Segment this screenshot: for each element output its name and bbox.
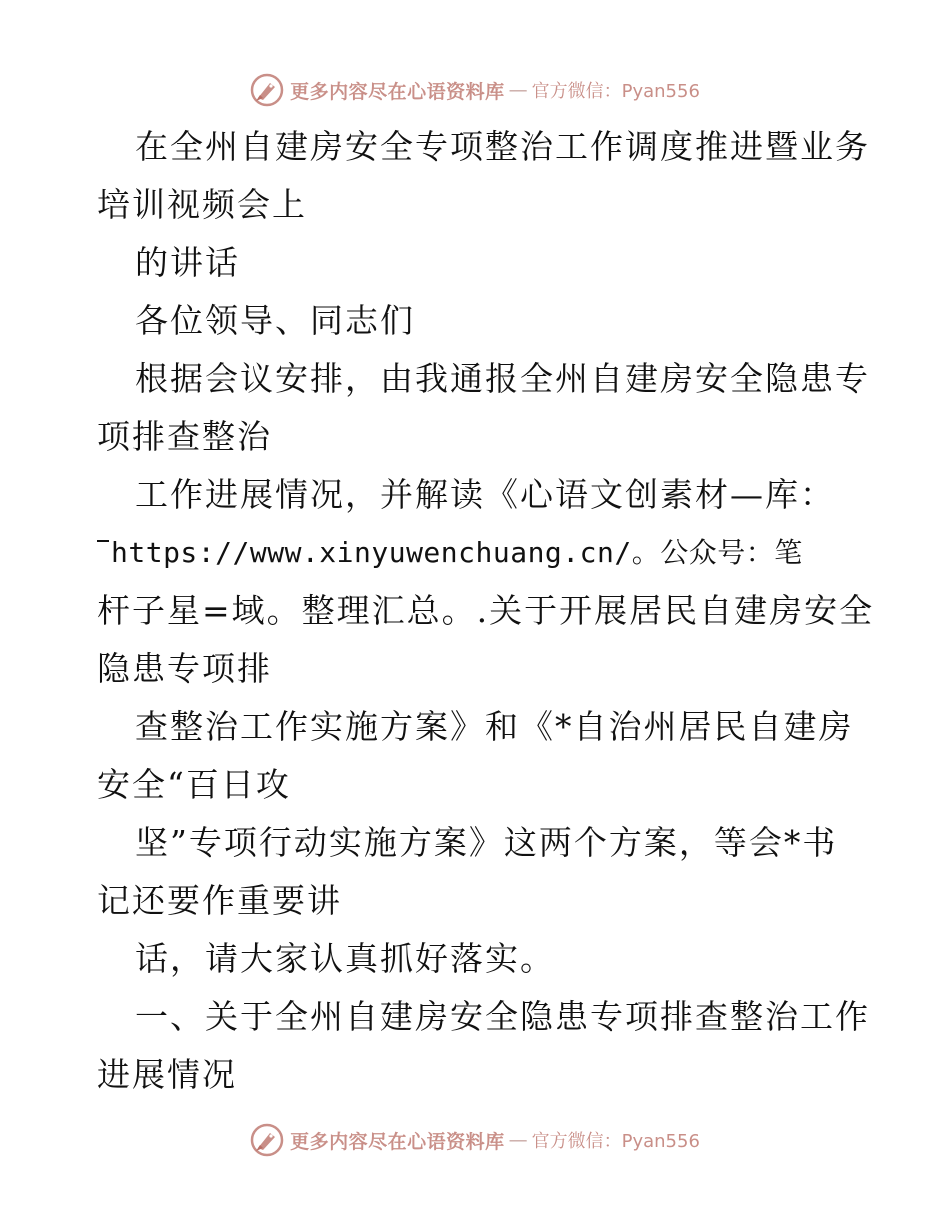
text-line: 隐患专项排 [97, 649, 272, 688]
banner-dash: — [508, 79, 528, 101]
text-line: 杆子星=域。整理汇总。.关于开展居民自建房安全 [97, 591, 875, 630]
text-line: 安全“百日攻 [97, 765, 291, 804]
text-line: 工作进展情况，并解读《心语文创素材—库： [135, 475, 835, 514]
text-line: 的讲话 [135, 243, 240, 282]
banner-wechat-text: 官方微信：Pyan556 [531, 81, 700, 102]
text-line: 坚”专项行动实施方案》这两个方案，等会*书 [135, 823, 838, 862]
document-body [97, 118, 875, 1104]
header-banner [0, 70, 950, 110]
overbar-mark [97, 540, 109, 542]
banner-main-text: 更多内容尽在心语资料库 [290, 80, 505, 103]
text-line: 各位领导、同志们 [135, 301, 415, 340]
text-line: 培训视频会上 [97, 185, 307, 224]
url-line-text: https://www.xinyuwenchuang.cn/。公众号：笔 [111, 536, 803, 569]
footer-banner [0, 1120, 950, 1160]
text-line: 记还要作重要讲 [97, 881, 342, 920]
text-line: 项排查整治 [97, 417, 272, 456]
pen-nib-logo-icon [250, 73, 284, 107]
url-line [97, 524, 867, 582]
banner-wechat-text: 官方微信：Pyan556 [531, 1131, 700, 1152]
text-line: 进展情况 [97, 1055, 237, 1094]
text-line: 查整治工作实施方案》和《*自治州居民自建房 [135, 707, 854, 746]
banner-main-text: 更多内容尽在心语资料库 [290, 1130, 505, 1153]
text-line: 根据会议安排，由我通报全州自建房安全隐患专 [135, 359, 870, 398]
text-line: 在全州自建房安全专项整治工作调度推进暨业务 [135, 127, 870, 166]
section-heading: 一、关于全州自建房安全隐患专项排查整治工作 [135, 997, 870, 1036]
pen-nib-logo-icon [250, 1123, 284, 1157]
banner-dash: — [508, 1129, 528, 1151]
text-line: 话，请大家认真抓好落实。 [135, 939, 555, 978]
